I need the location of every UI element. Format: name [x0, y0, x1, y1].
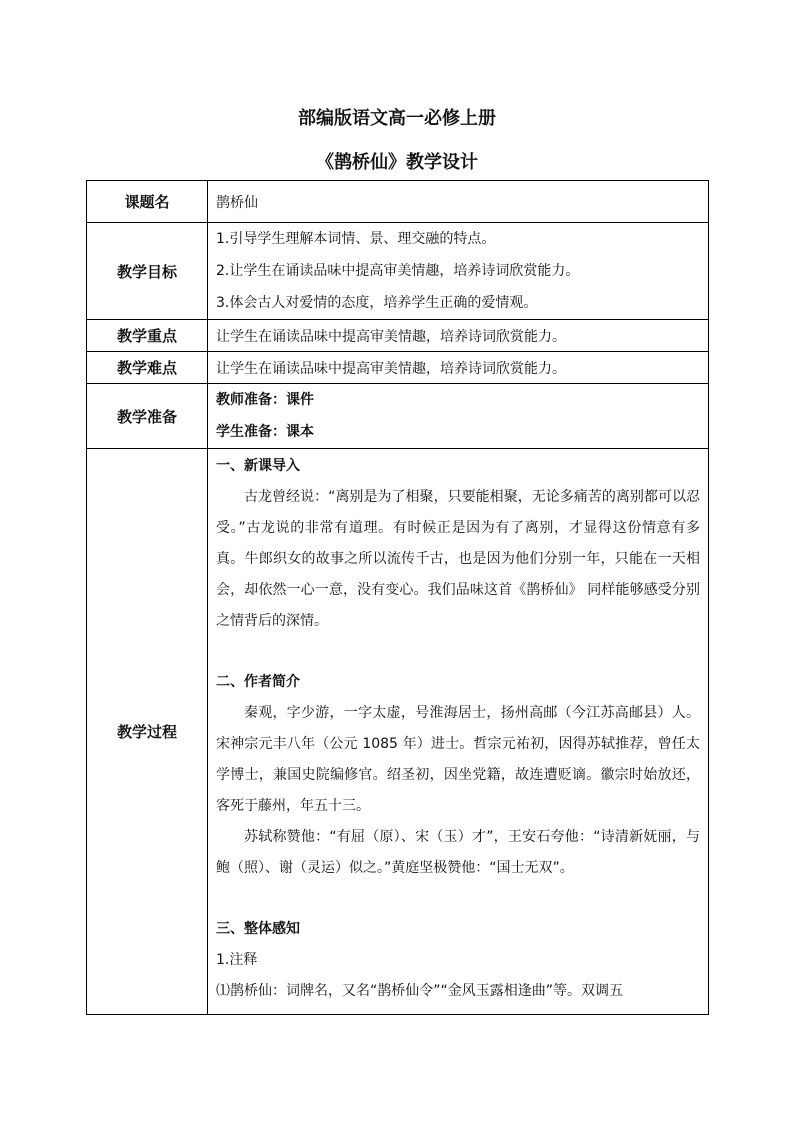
spacer	[216, 637, 700, 667]
preparation-label: 教学准备	[87, 384, 208, 449]
section-heading-overview: 三、整体感知	[216, 921, 300, 937]
row-preparation	[87, 384, 709, 449]
row-topic	[87, 181, 709, 223]
row-process	[87, 449, 709, 1015]
praise-paragraph: 苏轼称赞他：“有屈（原）、宋（玉）才”，王安石夸他：“诗清新妩丽，与鲍（照）、谢（灵运）似之。”黄庭坚极赞他：“国士无双”。	[216, 829, 700, 876]
section-heading-author: 二、作者简介	[216, 674, 300, 690]
notes-subheading: 1.注释	[216, 952, 258, 968]
preparation-cell	[208, 384, 709, 449]
process-label: 教学过程	[87, 449, 208, 1015]
teacher-preparation: 教师准备：课件	[216, 392, 314, 408]
key-point-value: 让学生在诵读品味中提高审美情趣，培养诗词欣赏能力。	[208, 320, 709, 352]
intro-paragraph: 古龙曾经说：“离别是为了相聚，只要能相聚，无论多痛苦的离别都可以忍受。”古龙说的非常有道理。有时候正是因为有了离别，才显得这份情意有多真。牛郎织女的故事之所以流传千古，也是因为他们分别一年，只能在一天相会，却依然一心一意，没有变心。我们品味这首《鹊桥仙》 同样能够感受分别之情背后的深情。	[216, 489, 700, 629]
row-goals	[87, 223, 709, 320]
goals-cell	[208, 223, 709, 320]
goals-label: 教学目标	[87, 223, 208, 320]
spacer	[216, 884, 700, 914]
topic-label: 课题名	[87, 181, 208, 223]
row-difficulty	[87, 352, 709, 384]
author-paragraph: 秦观，字少游，一字太虚，号淮海居士，扬州高邮（今江苏高邮县）人。宋神宗元丰八年（公元 1085 年）进士。哲宗元祐初，因得苏轼推荐，曾任太学博士，兼国史院编修官。绍圣初，因坐党籍，故连遭贬谪。徽宗时始放还，客死于藤州，年五十三。	[216, 705, 700, 814]
document-subtitle: 《鹊桥仙》教学设计	[316, 152, 478, 173]
section-heading-intro: 一、新课导入	[216, 458, 300, 474]
student-preparation: 学生准备：课本	[216, 424, 314, 440]
topic-value: 鹊桥仙	[208, 181, 709, 223]
row-key-point	[87, 320, 709, 352]
lesson-plan-table	[86, 180, 709, 1015]
goal-item: 3.体会古人对爱情的态度，培养学生正确的爱情观。	[216, 295, 538, 311]
document-title: 部编版语文高一必修上册	[298, 108, 496, 129]
key-point-label: 教学重点	[87, 320, 208, 352]
goal-item: 1.引导学生理解本词情、景、理交融的特点。	[216, 231, 496, 247]
process-cell	[208, 449, 709, 1015]
goal-item: 2.让学生在诵读品味中提高审美情趣，培养诗词欣赏能力。	[216, 263, 580, 279]
note-item: ⑴鹊桥仙：词牌名，又名“鹊桥仙令”“金风玉露相逢曲”等。双调五	[216, 983, 624, 999]
difficulty-label: 教学难点	[87, 352, 208, 384]
difficulty-value: 让学生在诵读品味中提高审美情趣，培养诗词欣赏能力。	[208, 352, 709, 384]
